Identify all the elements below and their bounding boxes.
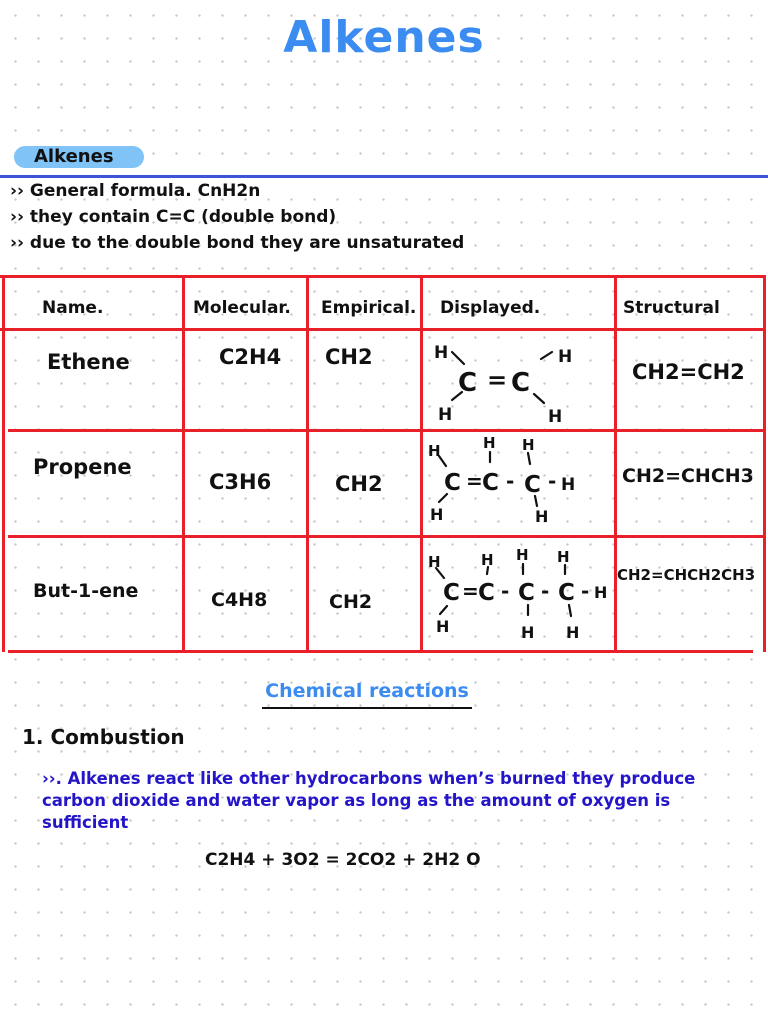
header-name: Name. xyxy=(42,298,104,318)
atom-label: H xyxy=(481,551,494,569)
combustion-heading: 1. Combustion xyxy=(22,725,185,749)
bond-label: - xyxy=(501,579,510,603)
bond-label: = xyxy=(487,366,508,394)
combustion-equation: C2H4 + 3O2 = 2CO2 + 2H2 O xyxy=(205,850,481,870)
atom-label: H xyxy=(516,546,529,564)
atom-label: H xyxy=(594,583,608,602)
bond-label: = xyxy=(462,579,479,603)
atom-label: H xyxy=(557,548,570,566)
header-molecular: Molecular. xyxy=(193,298,291,318)
bullet-general-formula: ›› General formula. CnH2n xyxy=(10,181,261,201)
atom-label: H xyxy=(428,553,441,571)
reactions-heading-underline xyxy=(262,707,472,709)
table-cell-empirical: CH2 xyxy=(325,345,373,369)
atom-label: H xyxy=(558,347,573,367)
bond-label: = xyxy=(466,469,483,493)
atom-label: C xyxy=(478,580,495,606)
atom-label: C xyxy=(511,368,531,398)
atom-label: C xyxy=(518,580,535,606)
atom-label: H xyxy=(434,343,449,363)
atom-label: C xyxy=(558,580,575,606)
header-displayed: Displayed. xyxy=(440,298,541,318)
atom-label: C xyxy=(444,470,461,496)
section-label-pill: Alkenes xyxy=(14,146,144,168)
bullet-unsaturated: ›› due to the double bond they are unsaturated xyxy=(10,233,465,253)
table-cell-name: Ethene xyxy=(47,350,130,374)
bullet-double-bond: ›› they contain C=C (double bond) xyxy=(10,207,337,227)
atom-label: H xyxy=(436,617,450,636)
bond-label: - xyxy=(506,469,515,493)
atom-label: H xyxy=(548,407,563,427)
table-cell-structural: CH2=CHCH3 xyxy=(622,465,754,487)
bond-label: - xyxy=(581,579,590,603)
table-cell-molecular: C2H4 xyxy=(219,345,282,369)
atom-label: H xyxy=(561,475,576,495)
atom-label: C xyxy=(482,470,499,496)
table-cell-empirical: CH2 xyxy=(335,472,383,496)
header-empirical: Empirical. xyxy=(321,298,417,318)
atom-label: H xyxy=(521,623,535,642)
table-cell-name: But-1-ene xyxy=(33,580,139,602)
page-title: Alkenes xyxy=(283,12,485,63)
atom-label: H xyxy=(522,436,535,454)
atom-label: C xyxy=(458,368,478,398)
atom-label: H xyxy=(535,507,549,526)
table-cell-molecular: C4H8 xyxy=(211,589,268,611)
table-cell-structural: CH2=CH2 xyxy=(632,360,745,384)
bond-label: - xyxy=(548,469,557,493)
table-cell-molecular: C3H6 xyxy=(209,470,272,494)
combustion-description: ››. Alkenes react like other hydrocarbons when’s burned they produce carbon dioxide and water vapor as long as the amount of oxygen is sufficient xyxy=(42,769,696,832)
atom-label: H xyxy=(430,505,444,524)
atom-label: C xyxy=(524,472,541,498)
atom-label: H xyxy=(438,405,453,425)
header-structural: Structural xyxy=(623,298,720,318)
table-cell-name: Propene xyxy=(33,455,132,479)
atom-label: C xyxy=(443,580,460,606)
bond-label: - xyxy=(541,579,550,603)
table-cell-empirical: CH2 xyxy=(329,591,373,613)
atom-label: H xyxy=(483,434,496,452)
atom-label: H xyxy=(566,623,580,642)
reactions-heading: Chemical reactions xyxy=(265,680,469,702)
table-cell-structural: CH2=CHCH2CH3 xyxy=(617,566,756,584)
atom-label: H xyxy=(428,442,441,460)
